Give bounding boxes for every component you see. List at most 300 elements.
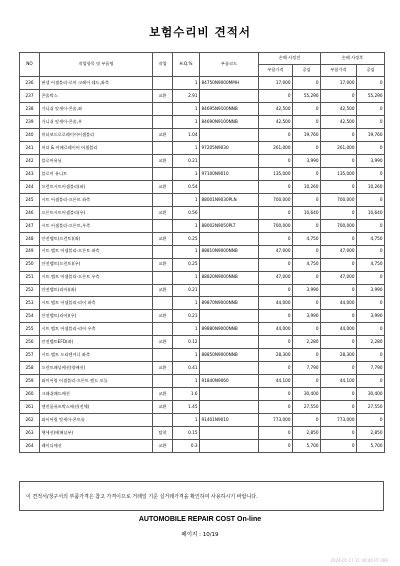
- row-before-labor: 0: [293, 271, 321, 284]
- row-work: 교환: [153, 232, 173, 245]
- table-row: [20, 115, 385, 128]
- row-hq: 2.91: [173, 89, 200, 102]
- row-after-part-price: 44,100: [321, 375, 357, 388]
- row-work: [153, 297, 173, 310]
- row-before-part-price: 0: [259, 427, 293, 440]
- row-work: 교환: [153, 401, 173, 414]
- row-before-labor: 0: [293, 219, 321, 232]
- row-after-part-price: 0: [321, 401, 357, 414]
- row-before-part-price: 44,000: [259, 323, 293, 336]
- row-no: 251: [20, 271, 40, 284]
- row-before-labor: 4,750: [293, 232, 321, 245]
- row-part-code: [200, 206, 259, 219]
- row-item: 와이어링 앗세이-콘트롤: [40, 414, 153, 427]
- row-part-code: [200, 427, 259, 440]
- page-number: 페이지 : 10/19: [181, 532, 219, 538]
- row-before-part-price: 42,500: [259, 102, 293, 115]
- row-work: [153, 414, 173, 427]
- row-before-part-price: 47,000: [259, 271, 293, 284]
- row-no: 244: [20, 180, 40, 193]
- row-hq: 0.25: [173, 258, 200, 271]
- row-after-labor: 4,750: [357, 232, 385, 245]
- row-no: 257: [20, 349, 40, 362]
- row-hq: 1: [173, 77, 200, 90]
- table-row: [20, 154, 385, 167]
- row-work: [153, 219, 173, 232]
- row-item: 엔진룸퓨즈박스배선(전체): [40, 401, 153, 414]
- row-after-part-price: 0: [321, 427, 357, 440]
- row-after-labor: 0: [357, 245, 385, 258]
- row-no: 250: [20, 258, 40, 271]
- row-part-code: 89870N9000NNB: [200, 297, 259, 310]
- row-before-part-price: 700,000: [259, 193, 293, 206]
- row-item: 안전벨트(프런트)(좌): [40, 232, 153, 245]
- row-item: 시트 벨트 어셈블리-프론트 우측: [40, 271, 153, 284]
- row-item: 크래쉬패드배선: [40, 388, 153, 401]
- footer-brand: AUTOMOBILE REPAIR COST On-line: [138, 516, 262, 523]
- row-hq: 1: [173, 115, 200, 128]
- row-item: 머더보드로로레이어어셈블리: [40, 128, 153, 141]
- row-after-part-price: 0: [321, 362, 357, 375]
- timestamp: 2024-01-17 11:30:40 PT 096: [330, 558, 388, 563]
- row-after-labor: 0: [357, 349, 385, 362]
- row-item: 안전벨트EFD(좌): [40, 336, 153, 349]
- row-part-code: [200, 154, 259, 167]
- row-part-code: [200, 336, 259, 349]
- row-work: [153, 375, 173, 388]
- row-after-part-price: 47,000: [321, 245, 357, 258]
- row-before-labor: 30,400: [293, 388, 321, 401]
- row-work: 교환: [153, 258, 173, 271]
- table-row: [20, 219, 385, 232]
- row-work: [153, 271, 173, 284]
- row-hq: 0.56: [173, 206, 200, 219]
- row-before-part-price: 0: [259, 362, 293, 375]
- row-after-part-price: 17,000: [321, 77, 357, 90]
- row-after-labor: 0: [357, 375, 385, 388]
- row-item: 가니쉬 앗세이-콘솔,우: [40, 115, 153, 128]
- row-part-code: 88820N9000NNB: [200, 271, 259, 284]
- row-no: 259: [20, 375, 40, 388]
- row-item: 시트 벨트 어셈블리-리어 우측: [40, 323, 153, 336]
- row-hq: 1: [173, 271, 200, 284]
- row-part-code: 88810N9000NNB: [200, 245, 259, 258]
- row-item: 시트 어셈블리-프론트,우측: [40, 219, 153, 232]
- row-item: 프런트패널베선(양배선): [40, 362, 153, 375]
- row-after-part-price: 135,000: [321, 167, 357, 180]
- row-item: 시트 벨트 프리텐셔너 좌측: [40, 349, 153, 362]
- row-part-code: [200, 128, 259, 141]
- table-row: [20, 401, 385, 414]
- row-after-labor: 7,790: [357, 362, 385, 375]
- header-hq: H.Q.%: [173, 53, 200, 77]
- row-hq: 1: [173, 102, 200, 115]
- row-part-code: 88850N9000NNB: [200, 349, 259, 362]
- row-work: [153, 115, 173, 128]
- row-hq: 1: [173, 141, 200, 154]
- row-part-code: [200, 284, 259, 297]
- row-before-labor: 2,850: [293, 427, 321, 440]
- row-before-part-price: 42,500: [259, 115, 293, 128]
- row-after-labor: 3,990: [357, 310, 385, 323]
- table-row: [20, 323, 385, 336]
- row-item: 와이어링 어셈블리-프론트 엔드 모듈: [40, 375, 153, 388]
- row-after-labor: 0: [357, 323, 385, 336]
- row-no: 248: [20, 232, 40, 245]
- row-after-part-price: 0: [321, 258, 357, 271]
- row-before-labor: 0: [293, 102, 321, 115]
- row-before-part-price: 0: [259, 401, 293, 414]
- row-no: 261: [20, 401, 40, 414]
- row-before-part-price: 0: [259, 180, 293, 193]
- row-after-labor: 3,990: [357, 154, 385, 167]
- row-before-labor: 10,260: [293, 180, 321, 193]
- row-before-labor: 0: [293, 349, 321, 362]
- row-work: 교환: [153, 128, 173, 141]
- row-after-part-price: 42,500: [321, 115, 357, 128]
- row-work: 교환: [153, 206, 173, 219]
- row-work: 탈착: [153, 427, 173, 440]
- row-no: 262: [20, 414, 40, 427]
- row-hq: 0.54: [173, 180, 200, 193]
- row-after-labor: 0: [357, 414, 385, 427]
- row-after-labor: 0: [357, 77, 385, 90]
- row-item: 콘솔박스: [40, 89, 153, 102]
- row-part-code: [200, 232, 259, 245]
- table-row: [20, 232, 385, 245]
- row-item: 헷세선(배패널부): [40, 427, 153, 440]
- table-row: [20, 102, 385, 115]
- row-after-labor: 10,260: [357, 180, 385, 193]
- row-before-part-price: 0: [259, 440, 293, 453]
- row-after-part-price: 700,000: [321, 219, 357, 232]
- row-after-labor: 30,400: [357, 388, 385, 401]
- row-before-part-price: 0: [259, 232, 293, 245]
- row-work: 교환: [153, 154, 173, 167]
- table-row: [20, 77, 385, 90]
- row-part-code: 84695N9100NNB: [200, 102, 259, 115]
- table-row: [20, 427, 385, 440]
- row-before-part-price: 0: [259, 89, 293, 102]
- row-hq: 1: [173, 297, 200, 310]
- table-row: [20, 297, 385, 310]
- row-part-code: 97100N9010: [200, 167, 259, 180]
- row-no: 236: [20, 77, 40, 90]
- header-before-labor: 공임: [293, 65, 321, 77]
- row-before-labor: 0: [293, 77, 321, 90]
- header-work: 작업: [153, 53, 173, 77]
- row-item: 프론트시트어셈블리(우): [40, 206, 153, 219]
- row-after-part-price: 0: [321, 206, 357, 219]
- row-part-code: [200, 89, 259, 102]
- row-item: 시트 어셈블리-프론트 좌측: [40, 193, 153, 206]
- row-work: [153, 245, 173, 258]
- row-before-labor: 0: [293, 414, 321, 427]
- row-work: 교환: [153, 362, 173, 375]
- row-no: 239: [20, 115, 40, 128]
- row-item: 머더 & 어패로레이어 어셈블리: [40, 141, 153, 154]
- row-no: 252: [20, 284, 40, 297]
- header-no: NO: [20, 53, 40, 77]
- row-no: 254: [20, 310, 40, 323]
- row-after-labor: 3,990: [357, 284, 385, 297]
- row-after-labor: 0: [357, 102, 385, 115]
- row-before-labor: 0: [293, 297, 321, 310]
- row-work: 교환: [153, 336, 173, 349]
- document-title: 보험수리비 견적서: [149, 25, 251, 39]
- row-item: 안전벨트(리어)(우): [40, 310, 153, 323]
- row-item: 시트 벨트 어셈블리-리어 좌측: [40, 297, 153, 310]
- row-no: 249: [20, 245, 40, 258]
- row-before-part-price: 0: [259, 284, 293, 297]
- table-row: [20, 362, 385, 375]
- row-after-part-price: 700,000: [321, 193, 357, 206]
- row-no: 255: [20, 323, 40, 336]
- row-no: 237: [20, 89, 40, 102]
- row-item: 레이디에선: [40, 440, 153, 453]
- row-work: [153, 349, 173, 362]
- row-after-part-price: 44,000: [321, 323, 357, 336]
- header-before-group: 손해 사정전: [259, 53, 321, 65]
- row-hq: 0.25: [173, 232, 200, 245]
- row-after-labor: 0: [357, 193, 385, 206]
- row-part-code: 88001N9030PLN: [200, 193, 259, 206]
- row-after-labor: 19,760: [357, 128, 385, 141]
- row-no: 260: [20, 388, 40, 401]
- row-hq: 1.04: [173, 128, 200, 141]
- row-before-part-price: 0: [259, 388, 293, 401]
- row-before-part-price: 17,000: [259, 77, 293, 90]
- row-hq: 0.3: [173, 440, 200, 453]
- table-row: [20, 388, 385, 401]
- row-after-part-price: 0: [321, 388, 357, 401]
- row-before-labor: 0: [293, 115, 321, 128]
- table-row: [20, 284, 385, 297]
- row-after-labor: 2,850: [357, 427, 385, 440]
- row-item: 가니쉬 앗세이-콘솔,좌: [40, 102, 153, 115]
- row-work: [153, 141, 173, 154]
- row-no: 253: [20, 297, 40, 310]
- row-part-code: [200, 388, 259, 401]
- row-before-labor: 3,990: [293, 310, 321, 323]
- table-row: [20, 349, 385, 362]
- row-part-code: [200, 362, 259, 375]
- row-part-code: 97205N9030: [200, 141, 259, 154]
- table-row: [20, 336, 385, 349]
- row-hq: 1: [173, 219, 200, 232]
- row-part-code: [200, 258, 259, 271]
- row-item: 안전벨트(프런트)(우): [40, 258, 153, 271]
- row-work: 교환: [153, 310, 173, 323]
- row-before-part-price: 0: [259, 206, 293, 219]
- table-row: [20, 206, 385, 219]
- table-row: [20, 310, 385, 323]
- row-part-code: 84690N9100NNB: [200, 115, 259, 128]
- row-after-labor: 0: [357, 141, 385, 154]
- row-work: [153, 193, 173, 206]
- row-after-labor: 0: [357, 115, 385, 128]
- row-part-code: [200, 180, 259, 193]
- row-after-part-price: 773,000: [321, 414, 357, 427]
- row-after-part-price: 42,500: [321, 102, 357, 115]
- row-before-labor: 0: [293, 245, 321, 258]
- table-row: [20, 271, 385, 284]
- row-after-labor: 0: [357, 219, 385, 232]
- row-after-labor: 2,280: [357, 336, 385, 349]
- row-after-part-price: 0: [321, 232, 357, 245]
- table-row: [20, 89, 385, 102]
- row-hq: 1.6: [173, 388, 200, 401]
- row-part-code: 84750N9000MMH: [200, 77, 259, 90]
- row-work: [153, 102, 173, 115]
- row-before-labor: 10,640: [293, 206, 321, 219]
- row-hq: 1: [173, 414, 200, 427]
- row-after-part-price: 0: [321, 440, 357, 453]
- estimate-table: [19, 52, 385, 453]
- table-row: [20, 141, 385, 154]
- row-before-part-price: 0: [259, 336, 293, 349]
- row-before-part-price: 773,000: [259, 414, 293, 427]
- table-row: [20, 180, 385, 193]
- row-before-labor: 55,290: [293, 89, 321, 102]
- row-no: 242: [20, 154, 40, 167]
- row-hq: 0.21: [173, 284, 200, 297]
- row-after-labor: 27,550: [357, 401, 385, 414]
- row-after-part-price: 47,000: [321, 271, 357, 284]
- row-before-labor: 3,990: [293, 284, 321, 297]
- header-part-code: 부품코드: [200, 53, 259, 77]
- header-after-part-price: 부품가격: [321, 65, 357, 77]
- row-item: 블로어유닛: [40, 154, 153, 167]
- header-after-group: 손해 사정후: [321, 53, 385, 65]
- row-after-labor: 0: [357, 271, 385, 284]
- row-part-code: 91840N9060: [200, 375, 259, 388]
- row-hq: 1.45: [173, 401, 200, 414]
- row-after-part-price: 0: [321, 154, 357, 167]
- row-before-part-price: 700,000: [259, 219, 293, 232]
- row-after-part-price: 0: [321, 336, 357, 349]
- row-before-labor: 0: [293, 167, 321, 180]
- row-part-code: 91401N9010: [200, 414, 259, 427]
- row-work: 교환: [153, 89, 173, 102]
- row-no: 238: [20, 102, 40, 115]
- header-before-part-price: 부품가격: [259, 65, 293, 77]
- row-hq: 0.41: [173, 362, 200, 375]
- table-row: [20, 128, 385, 141]
- table-row: [20, 258, 385, 271]
- row-part-code: [200, 310, 259, 323]
- row-hq: 0.21: [173, 154, 200, 167]
- row-before-labor: 3,990: [293, 154, 321, 167]
- row-item: 판넬 어셈블리-로어 크레이 쉐드,좌측: [40, 77, 153, 90]
- row-before-labor: 27,550: [293, 401, 321, 414]
- table-row: [20, 193, 385, 206]
- row-no: 264: [20, 440, 40, 453]
- row-hq: 1: [173, 349, 200, 362]
- row-before-part-price: 0: [259, 310, 293, 323]
- row-before-labor: 0: [293, 141, 321, 154]
- row-no: 246: [20, 206, 40, 219]
- row-before-labor: 0: [293, 323, 321, 336]
- row-before-part-price: 28,300: [259, 349, 293, 362]
- row-part-code: 89880N9000NNB: [200, 323, 259, 336]
- row-after-labor: 55,290: [357, 89, 385, 102]
- row-before-part-price: 0: [259, 154, 293, 167]
- row-before-labor: 19,760: [293, 128, 321, 141]
- row-no: 263: [20, 427, 40, 440]
- row-item: 시트 벨트 어셈블리-프론트 좌측: [40, 245, 153, 258]
- row-after-labor: 4,750: [357, 258, 385, 271]
- row-item: 안전벨트(리어)(좌): [40, 284, 153, 297]
- row-after-part-price: 28,300: [321, 349, 357, 362]
- row-no: 245: [20, 193, 40, 206]
- row-work: 교환: [153, 440, 173, 453]
- row-hq: 1: [173, 323, 200, 336]
- row-no: 247: [20, 219, 40, 232]
- row-before-labor: 0: [293, 375, 321, 388]
- row-before-labor: 5,700: [293, 440, 321, 453]
- table-row: [20, 167, 385, 180]
- row-after-part-price: 44,000: [321, 297, 357, 310]
- row-before-labor: 2,280: [293, 336, 321, 349]
- row-no: 256: [20, 336, 40, 349]
- row-part-code: [200, 401, 259, 414]
- header-item: 작업항목 및 부품명: [40, 53, 153, 77]
- row-before-part-price: 44,000: [259, 297, 293, 310]
- row-item: 블로어 유니트: [40, 167, 153, 180]
- row-hq: 0.12: [173, 336, 200, 349]
- row-no: 241: [20, 141, 40, 154]
- row-before-part-price: 261,000: [259, 141, 293, 154]
- row-part-code: [200, 440, 259, 453]
- row-no: 258: [20, 362, 40, 375]
- row-hq: 0.21: [173, 310, 200, 323]
- row-after-labor: 0: [357, 167, 385, 180]
- row-work: [153, 167, 173, 180]
- row-work: [153, 323, 173, 336]
- row-before-part-price: 0: [259, 258, 293, 271]
- row-hq: 0.15: [173, 427, 200, 440]
- row-part-code: 88002N9050PLT: [200, 219, 259, 232]
- table-row: [20, 414, 385, 427]
- table-row: [20, 245, 385, 258]
- price-notice: 이 견적서/청구서의 부품가격은 참고 가격이므로 거래일 기준 실거래가격을 확인하여 사용하시기 바랍니다.: [19, 481, 384, 511]
- row-work: 교환: [153, 180, 173, 193]
- row-after-part-price: 0: [321, 284, 357, 297]
- row-hq: 1: [173, 193, 200, 206]
- row-item: 프런트시트어셈블리(좌): [40, 180, 153, 193]
- row-work: [153, 77, 173, 90]
- row-hq: 1: [173, 167, 200, 180]
- table-row: [20, 375, 385, 388]
- header-after-labor: 공임: [357, 65, 385, 77]
- row-after-labor: 5,700: [357, 440, 385, 453]
- row-no: 243: [20, 167, 40, 180]
- table-row: [20, 440, 385, 453]
- row-after-labor: 0: [357, 297, 385, 310]
- row-after-part-price: 0: [321, 128, 357, 141]
- row-no: 240: [20, 128, 40, 141]
- row-before-part-price: 0: [259, 128, 293, 141]
- row-work: 교환: [153, 284, 173, 297]
- row-before-part-price: 47,000: [259, 245, 293, 258]
- row-after-part-price: 0: [321, 310, 357, 323]
- row-before-part-price: 135,000: [259, 167, 293, 180]
- row-after-part-price: 0: [321, 89, 357, 102]
- row-before-labor: 4,750: [293, 258, 321, 271]
- row-hq: 1: [173, 375, 200, 388]
- row-before-labor: 7,790: [293, 362, 321, 375]
